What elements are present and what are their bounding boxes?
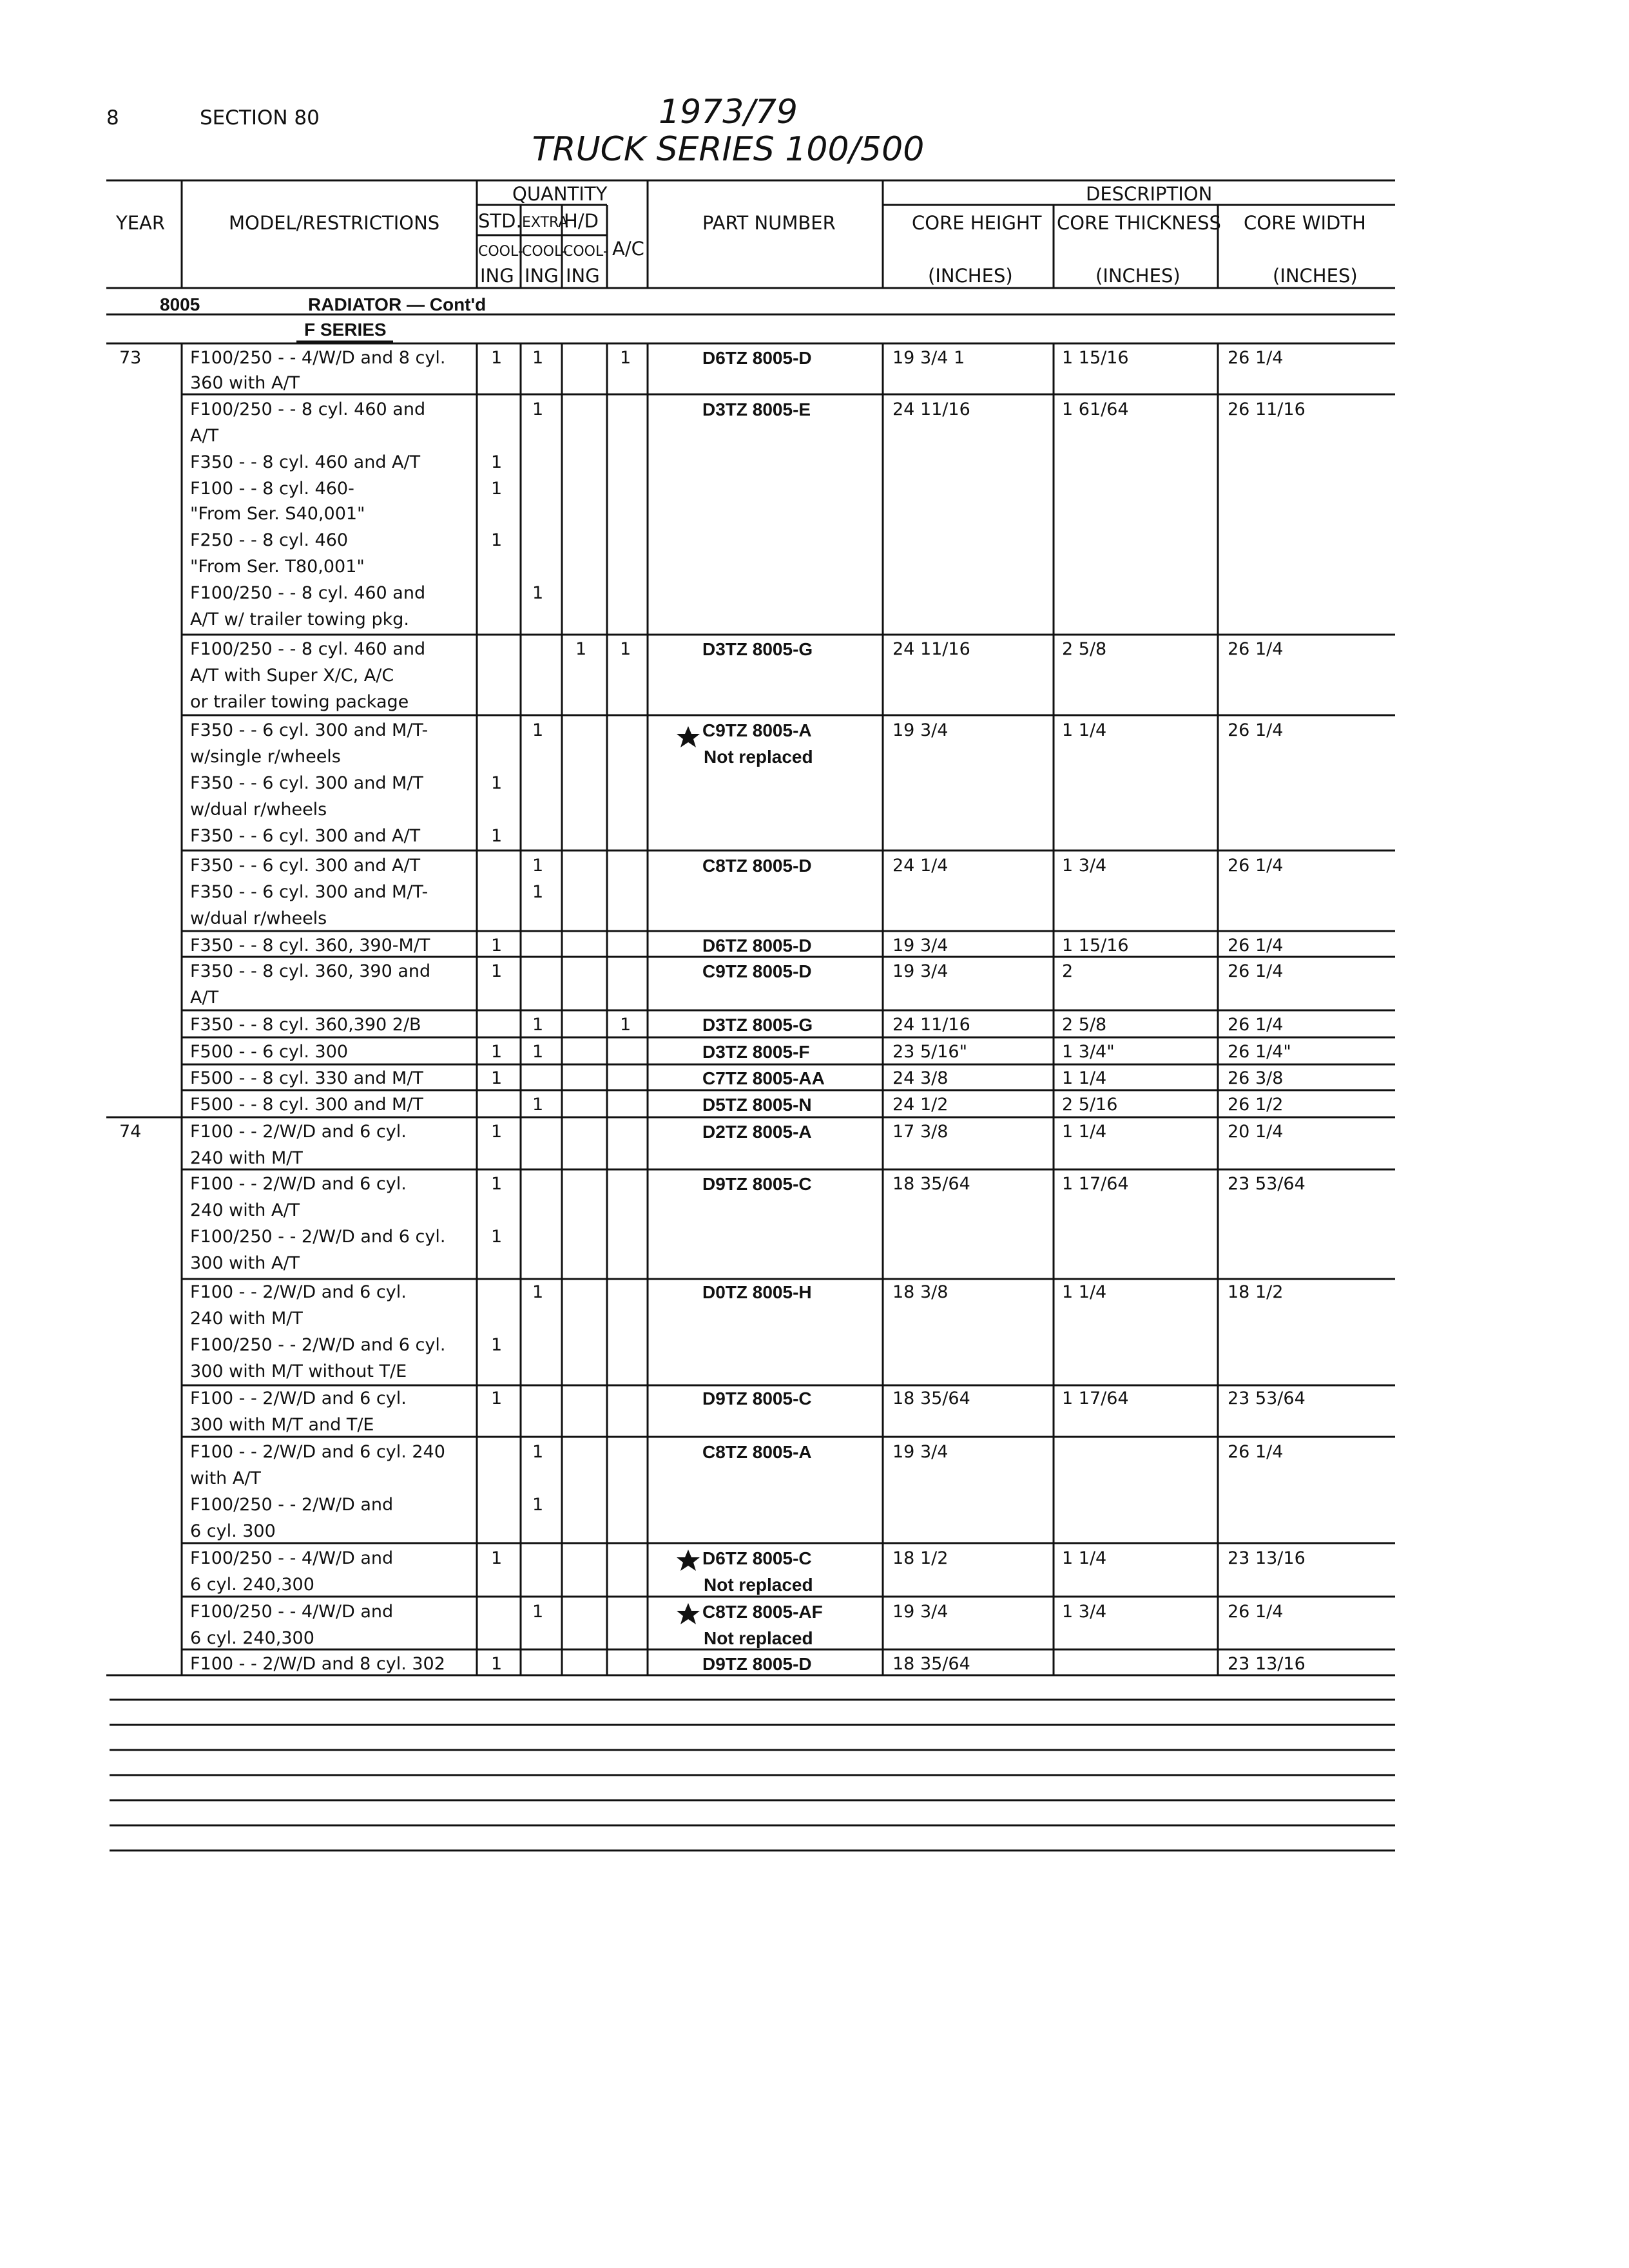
core-width: 26 1/4 [1228, 348, 1284, 368]
extra-cooling-qty: 1 [532, 856, 544, 876]
part-number: D9TZ 8005-C [702, 1389, 812, 1408]
extra-cooling-qty: 1 [532, 583, 544, 603]
core-width: 23 53/64 [1228, 1174, 1306, 1194]
core-height: 19 3/4 [892, 1602, 949, 1622]
model-text: A/T [190, 426, 219, 446]
core-width: 26 1/2 [1228, 1095, 1284, 1115]
model-text: F100 - - 8 cyl. 460- [190, 479, 354, 499]
core-thickness: 1 1/4 [1062, 720, 1107, 740]
core-thickness: 2 [1062, 961, 1074, 981]
core-height: 18 35/64 [892, 1654, 970, 1674]
core-height: 19 3/4 [892, 936, 949, 956]
replacement-note: Not replaced [704, 747, 813, 767]
model-text: F100 - - 2/W/D and 6 cyl. 240 [190, 1442, 445, 1462]
model-text: 240 with A/T [190, 1200, 300, 1220]
core-width: 26 1/4" [1228, 1042, 1291, 1062]
core-height: 19 3/4 [892, 1442, 949, 1462]
model-text: 300 with M/T and T/E [190, 1415, 374, 1435]
core-width: 26 1/4 [1228, 1602, 1284, 1622]
std-cooling-qty: 1 [491, 452, 503, 472]
model-text: F100 - - 2/W/D and 6 cyl. [190, 1389, 407, 1408]
extra-cooling-qty: 1 [532, 1015, 544, 1035]
part-number: D3TZ 8005-G [702, 639, 813, 659]
model-text: F100 - - 2/W/D and 8 cyl. 302 [190, 1654, 445, 1674]
year-cell: 73 [119, 348, 142, 368]
model-text: F350 - - 6 cyl. 300 and A/T [190, 856, 421, 876]
std-cooling-qty: 1 [491, 961, 503, 981]
model-text: F350 - - 8 cyl. 360, 390 and [190, 961, 431, 981]
core-height: 24 11/16 [892, 399, 970, 419]
std-cooling-qty: 1 [491, 773, 503, 793]
col-header-std: STD. [478, 210, 522, 232]
core-thickness: 1 17/64 [1062, 1174, 1129, 1194]
col-header-cool-extra: COOL- [522, 244, 567, 260]
col-header-part-number: PART NUMBER [702, 212, 836, 234]
model-text: w/single r/wheels [190, 747, 341, 767]
core-height: 18 1/2 [892, 1548, 949, 1568]
core-thickness: 1 3/4" [1062, 1042, 1115, 1062]
core-thickness: 1 15/16 [1062, 348, 1129, 368]
model-text: F100 - - 2/W/D and 6 cyl. [190, 1282, 407, 1302]
model-text: F250 - - 8 cyl. 460 [190, 530, 349, 550]
model-text: with A/T [190, 1468, 261, 1488]
col-header-ac: A/C [612, 238, 644, 260]
model-text: 240 with M/T [190, 1309, 303, 1329]
model-text: A/T w/ trailer towing pkg. [190, 610, 409, 629]
star-icon [677, 1550, 700, 1571]
std-cooling-qty: 1 [491, 348, 503, 368]
part-number: C8TZ 8005-D [702, 856, 812, 876]
core-width: 20 1/4 [1228, 1122, 1284, 1142]
core-thickness: 1 17/64 [1062, 1389, 1129, 1408]
part-number: D6TZ 8005-D [702, 936, 812, 956]
core-height: 19 3/4 [892, 961, 949, 981]
core-width: 26 1/4 [1228, 856, 1284, 876]
extra-cooling-qty: 1 [532, 348, 544, 368]
col-header-core-height: CORE HEIGHT [912, 212, 1042, 234]
col-header-ing-hd: ING [566, 265, 600, 287]
model-text: F350 - - 6 cyl. 300 and M/T- [190, 720, 429, 740]
core-thickness: 1 61/64 [1062, 399, 1129, 419]
core-height: 23 5/16" [892, 1042, 967, 1062]
core-height: 19 3/4 [892, 720, 949, 740]
col-header-extra: EXTRA [522, 215, 568, 231]
extra-cooling-qty: 1 [532, 720, 544, 740]
model-text: F100/250 - - 2/W/D and 6 cyl. [190, 1227, 446, 1247]
model-text: 6 cyl. 300 [190, 1521, 276, 1541]
core-width: 23 53/64 [1228, 1389, 1306, 1408]
std-cooling-qty: 1 [491, 1335, 503, 1355]
core-height: 18 35/64 [892, 1389, 970, 1408]
model-text: "From Ser. S40,001" [190, 504, 365, 524]
model-text: F100/250 - - 8 cyl. 460 and [190, 399, 426, 419]
model-text: 6 cyl. 240,300 [190, 1575, 314, 1595]
part-number: C8TZ 8005-A [702, 1442, 812, 1462]
part-number: D6TZ 8005-D [702, 348, 812, 368]
part-number: D0TZ 8005-H [702, 1282, 812, 1302]
model-text: 300 with A/T [190, 1253, 300, 1273]
core-width: 23 13/16 [1228, 1548, 1306, 1568]
model-text: 360 with A/T [190, 373, 300, 393]
core-width: 26 1/4 [1228, 1442, 1284, 1462]
col-header-ing-std: ING [480, 265, 514, 287]
model-text: F100/250 - - 4/W/D and 8 cyl. [190, 348, 446, 368]
col-header-model: MODEL/RESTRICTIONS [229, 212, 440, 234]
core-width: 18 1/2 [1228, 1282, 1284, 1302]
col-header-quantity: QUANTITY [512, 183, 608, 205]
col-header-core-width: CORE WIDTH [1244, 212, 1366, 234]
model-text: F100/250 - - 8 cyl. 460 and [190, 583, 426, 603]
extra-cooling-qty: 1 [532, 882, 544, 902]
hd-cooling-qty: 1 [575, 639, 587, 659]
core-thickness: 1 1/4 [1062, 1548, 1107, 1568]
part-number: C9TZ 8005-A [702, 720, 812, 740]
std-cooling-qty: 1 [491, 1389, 503, 1408]
model-text: F100/250 - - 2/W/D and [190, 1495, 394, 1515]
ac-qty: 1 [620, 1015, 631, 1035]
col-header-description: DESCRIPTION [1086, 183, 1213, 205]
std-cooling-qty: 1 [491, 1122, 503, 1142]
part-number: D6TZ 8005-C [702, 1548, 812, 1568]
col-header-inches-height: (INCHES) [928, 265, 1013, 287]
core-height: 17 3/8 [892, 1122, 949, 1142]
col-header-inches-thickness: (INCHES) [1095, 265, 1181, 287]
part-number: D9TZ 8005-D [702, 1654, 812, 1674]
col-header-year: YEAR [116, 212, 166, 234]
part-number: C8TZ 8005-AF [702, 1602, 823, 1622]
core-width: 26 1/4 [1228, 961, 1284, 981]
part-number: D9TZ 8005-C [702, 1174, 812, 1194]
extra-cooling-qty: 1 [532, 1495, 544, 1515]
core-height: 18 35/64 [892, 1174, 970, 1194]
section-label: SECTION 80 [200, 106, 320, 130]
model-text: F350 - - 6 cyl. 300 and M/T [190, 773, 423, 793]
core-width: 26 1/4 [1228, 936, 1284, 956]
part-number: D2TZ 8005-A [702, 1122, 812, 1142]
series-heading: F SERIES [304, 320, 387, 340]
model-text: F350 - - 8 cyl. 360, 390-M/T [190, 936, 430, 956]
extra-cooling-qty: 1 [532, 1442, 544, 1462]
part-number: D3TZ 8005-G [702, 1015, 813, 1035]
core-thickness: 2 5/8 [1062, 639, 1107, 659]
std-cooling-qty: 1 [491, 1548, 503, 1568]
model-text: 6 cyl. 240,300 [190, 1628, 314, 1648]
model-text: F100/250 - - 4/W/D and [190, 1548, 394, 1568]
core-height: 24 11/16 [892, 639, 970, 659]
std-cooling-qty: 1 [491, 1174, 503, 1194]
model-text: 300 with M/T without T/E [190, 1361, 407, 1381]
replacement-note: Not replaced [704, 1575, 813, 1595]
model-text: "From Ser. T80,001" [190, 557, 365, 577]
model-text: F350 - - 6 cyl. 300 and A/T [190, 826, 421, 846]
core-thickness: 1 15/16 [1062, 936, 1129, 956]
extra-cooling-qty: 1 [532, 1282, 544, 1302]
model-text: w/dual r/wheels [190, 908, 327, 928]
std-cooling-qty: 1 [491, 1042, 503, 1062]
core-thickness: 1 1/4 [1062, 1068, 1107, 1088]
std-cooling-qty: 1 [491, 1654, 503, 1674]
core-height: 24 11/16 [892, 1015, 970, 1035]
core-thickness: 2 5/8 [1062, 1015, 1107, 1035]
extra-cooling-qty: 1 [532, 1602, 544, 1622]
core-height: 24 1/4 [892, 856, 949, 876]
replacement-note: Not replaced [704, 1628, 813, 1648]
std-cooling-qty: 1 [491, 479, 503, 499]
model-text: F100 - - 2/W/D and 6 cyl. [190, 1174, 407, 1194]
model-text: A/T [190, 988, 219, 1008]
col-header-ing-extra: ING [525, 265, 559, 287]
part-number: C7TZ 8005-AA [702, 1068, 825, 1088]
core-height: 24 3/8 [892, 1068, 949, 1088]
core-width: 26 1/4 [1228, 639, 1284, 659]
core-thickness: 1 1/4 [1062, 1122, 1107, 1142]
col-header-cool-std: COOL- [478, 244, 523, 260]
core-width: 26 1/4 [1228, 720, 1284, 740]
core-width: 26 1/4 [1228, 1015, 1284, 1035]
std-cooling-qty: 1 [491, 826, 503, 846]
extra-cooling-qty: 1 [532, 1042, 544, 1062]
extra-cooling-qty: 1 [532, 1095, 544, 1115]
title-series: TRUCK SERIES 100/500 [532, 130, 925, 169]
model-text: F100/250 - - 4/W/D and [190, 1602, 394, 1622]
core-height: 19 3/4 1 [892, 348, 965, 368]
core-height: 24 1/2 [892, 1095, 949, 1115]
year-cell: 74 [119, 1122, 142, 1142]
ac-qty: 1 [620, 348, 631, 368]
part-number: D3TZ 8005-F [702, 1042, 810, 1062]
std-cooling-qty: 1 [491, 1068, 503, 1088]
col-header-hd: H/D [564, 210, 599, 232]
model-text: A/T with Super X/C, A/C [190, 666, 394, 686]
core-width: 23 13/16 [1228, 1654, 1306, 1674]
group-code: 8005 [160, 294, 200, 314]
col-header-inches-width: (INCHES) [1273, 265, 1358, 287]
model-text: F350 - - 8 cyl. 360,390 2/B [190, 1015, 421, 1035]
star-icon [677, 726, 700, 747]
core-thickness: 1 3/4 [1062, 1602, 1107, 1622]
core-height: 18 3/8 [892, 1282, 949, 1302]
col-header-cool-hd: COOL- [563, 244, 608, 260]
model-text: F500 - - 8 cyl. 300 and M/T [190, 1095, 423, 1115]
model-text: w/dual r/wheels [190, 800, 327, 820]
title-years: 1973/79 [658, 93, 798, 131]
model-text: F500 - - 6 cyl. 300 [190, 1042, 349, 1062]
core-thickness: 1 3/4 [1062, 856, 1107, 876]
model-text: F100/250 - - 2/W/D and 6 cyl. [190, 1335, 446, 1355]
model-text: F100/250 - - 8 cyl. 460 and [190, 639, 426, 659]
model-text: F100 - - 2/W/D and 6 cyl. [190, 1122, 407, 1142]
core-thickness: 1 1/4 [1062, 1282, 1107, 1302]
part-number: C9TZ 8005-D [702, 961, 812, 981]
core-width: 26 3/8 [1228, 1068, 1284, 1088]
group-name: RADIATOR — Cont'd [308, 294, 487, 314]
core-thickness: 2 5/16 [1062, 1095, 1118, 1115]
col-header-core-thickness: CORE THICKNESS [1057, 212, 1221, 234]
std-cooling-qty: 1 [491, 530, 503, 550]
star-icon [677, 1603, 700, 1624]
std-cooling-qty: 1 [491, 1227, 503, 1247]
std-cooling-qty: 1 [491, 936, 503, 956]
model-text: F500 - - 8 cyl. 330 and M/T [190, 1068, 423, 1088]
part-number: D5TZ 8005-N [702, 1095, 812, 1115]
model-text: or trailer towing package [190, 692, 409, 712]
core-width: 26 11/16 [1228, 399, 1306, 419]
ac-qty: 1 [620, 639, 631, 659]
model-text: 240 with M/T [190, 1148, 303, 1168]
model-text: F350 - - 8 cyl. 460 and A/T [190, 452, 421, 472]
extra-cooling-qty: 1 [532, 399, 544, 419]
page-number: 8 [106, 106, 119, 130]
part-number: D3TZ 8005-E [702, 399, 811, 419]
model-text: F350 - - 6 cyl. 300 and M/T- [190, 882, 429, 902]
